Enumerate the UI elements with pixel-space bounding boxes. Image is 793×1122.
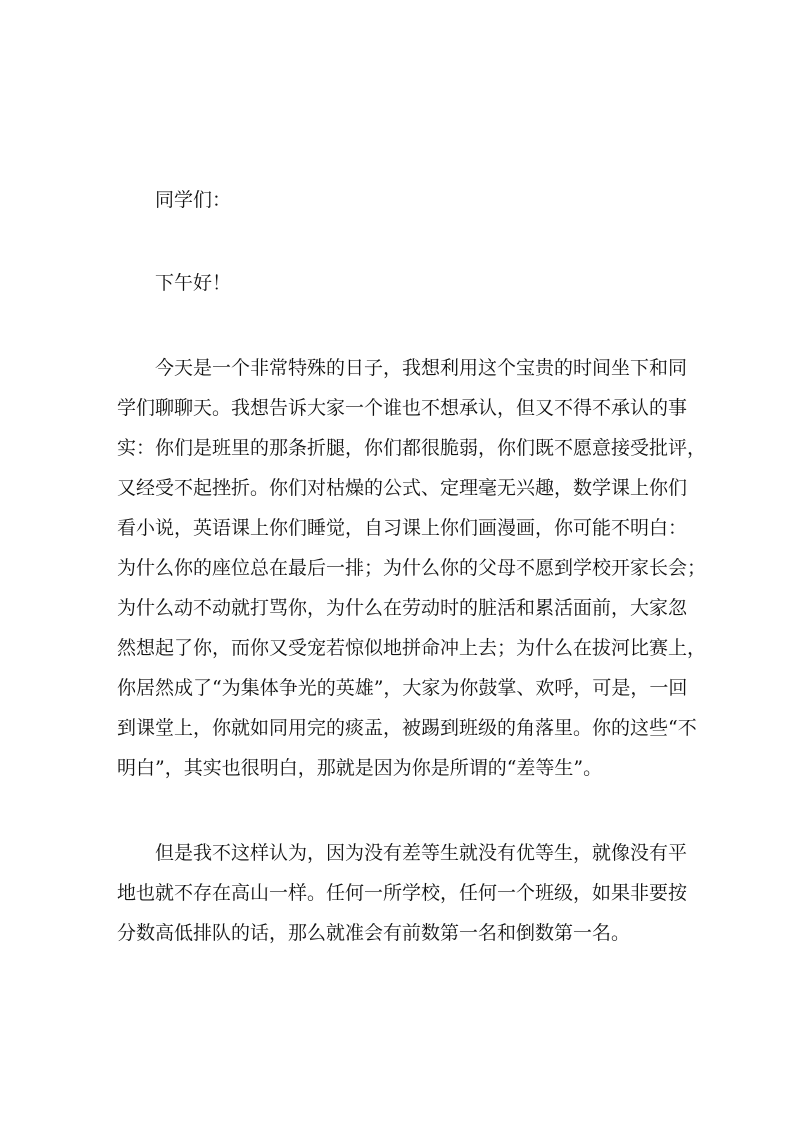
- paragraph-line: 但是我不这样认为，因为没有差等生就没有优等生，就像没有平: [155, 842, 688, 864]
- greeting: 下午好！: [155, 272, 232, 294]
- salutation: 同学们：: [155, 189, 232, 211]
- paragraph-line: 实：你们是班里的那条折腿，你们都很脆弱，你们既不愿意接受批评，: [117, 437, 707, 459]
- paragraph-line: 地也就不存在高山一样。任何一所学校，任何一个班级，如果非要按: [117, 882, 688, 904]
- paragraph-line: 今天是一个非常特殊的日子，我想利用这个宝贵的时间坐下和同: [155, 357, 688, 379]
- paragraph-line: 为什么你的座位总在最后一排；为什么你的父母不愿到学校开家长会；: [117, 557, 707, 579]
- paragraph-line: 为什么动不动就打骂你，为什么在劳动时的脏活和累活面前，大家忽: [117, 597, 688, 619]
- paragraph-line: 明白”，其实也很明白，那就是因为你是所谓的“差等生”。: [117, 757, 603, 779]
- paragraph-line: 到课堂上，你就如同用完的痰盂，被踢到班级的角落里。你的这些“不: [117, 717, 697, 739]
- paragraph-line: 看小说，英语课上你们睡觉，自习课上你们画漫画，你可能不明白：: [117, 517, 688, 539]
- paragraph-line: 又经受不起挫折。你们对枯燥的公式、定理毫无兴趣，数学课上你们: [117, 477, 688, 499]
- paragraph-line: 你居然成了“为集体争光的英雄”，大家为你鼓掌、欢呼，可是，一回: [117, 677, 688, 699]
- paragraph-line: 然想起了你，而你又受宠若惊似地拼命冲上去；为什么在拔河比赛上，: [117, 637, 707, 659]
- paragraph-line: 学们聊聊天。我想告诉大家一个谁也不想承认，但又不得不承认的事: [117, 397, 688, 419]
- paragraph-line: 分数高低排队的话，那么就准会有前数第一名和倒数第一名。: [117, 922, 631, 944]
